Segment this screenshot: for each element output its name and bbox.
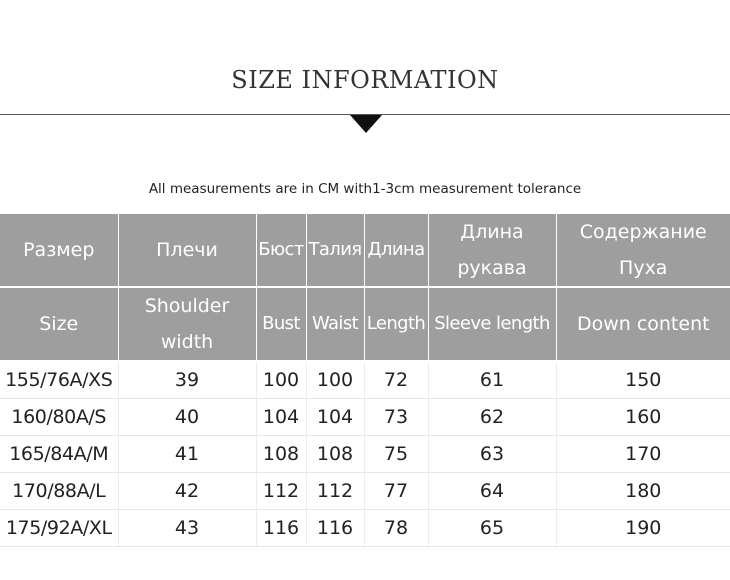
header-cell: Длина bbox=[364, 214, 428, 287]
table-cell: 73 bbox=[364, 399, 428, 436]
table-cell: 39 bbox=[118, 361, 256, 399]
header-cell: Талия bbox=[306, 214, 364, 287]
table-cell: 180 bbox=[556, 473, 730, 510]
size-cell: 160/80A/S bbox=[0, 399, 118, 436]
table-cell: 112 bbox=[256, 473, 306, 510]
table-cell: 116 bbox=[306, 510, 364, 547]
table-row bbox=[0, 361, 730, 399]
header-cell: Бюст bbox=[256, 214, 306, 287]
table-cell: 78 bbox=[364, 510, 428, 547]
table-cell: 170 bbox=[556, 436, 730, 473]
table-cell: 63 bbox=[428, 436, 556, 473]
size-cell: 155/76A/XS bbox=[0, 361, 118, 399]
table-cell: 116 bbox=[256, 510, 306, 547]
table-cell: 100 bbox=[306, 361, 364, 399]
table-cell: 62 bbox=[428, 399, 556, 436]
table-row bbox=[0, 399, 730, 436]
header-cell: Содержание Пуха bbox=[556, 214, 730, 287]
header-cell: Waist bbox=[306, 287, 364, 361]
table-cell: 61 bbox=[428, 361, 556, 399]
size-cell: 165/84A/M bbox=[0, 436, 118, 473]
table-cell: 75 bbox=[364, 436, 428, 473]
table-cell: 112 bbox=[306, 473, 364, 510]
size-cell: 170/88A/L bbox=[0, 473, 118, 510]
table-row bbox=[0, 436, 730, 473]
header-cell: Down content bbox=[556, 287, 730, 361]
table-cell: 108 bbox=[306, 436, 364, 473]
table-cell: 41 bbox=[118, 436, 256, 473]
table-cell: 100 bbox=[256, 361, 306, 399]
header-row-russian bbox=[0, 214, 730, 287]
measurement-note: All measurements are in CM with1-3cm measurement tolerance bbox=[148, 181, 582, 197]
page-title: SIZE INFORMATION bbox=[231, 66, 499, 94]
header-cell: Shoulder width bbox=[118, 287, 256, 361]
down-triangle-icon bbox=[350, 115, 382, 133]
table-cell: 190 bbox=[556, 510, 730, 547]
size-cell: 175/92A/XL bbox=[0, 510, 118, 547]
table-cell: 42 bbox=[118, 473, 256, 510]
table-row bbox=[0, 473, 730, 510]
table-cell: 65 bbox=[428, 510, 556, 547]
table-cell: 160 bbox=[556, 399, 730, 436]
table-cell: 104 bbox=[306, 399, 364, 436]
table-cell: 108 bbox=[256, 436, 306, 473]
header-cell: Size bbox=[0, 287, 118, 361]
header-cell: Length bbox=[364, 287, 428, 361]
header-cell: Bust bbox=[256, 287, 306, 361]
table-cell: 77 bbox=[364, 473, 428, 510]
table-row bbox=[0, 510, 730, 547]
table-cell: 43 bbox=[118, 510, 256, 547]
table-cell: 150 bbox=[556, 361, 730, 399]
table-cell: 72 bbox=[364, 361, 428, 399]
table-cell: 104 bbox=[256, 399, 306, 436]
header-cell: Длина рукава bbox=[428, 214, 556, 287]
table-cell: 64 bbox=[428, 473, 556, 510]
table-cell: 40 bbox=[118, 399, 256, 436]
header-cell: Sleeve length bbox=[428, 287, 556, 361]
size-table bbox=[0, 214, 730, 547]
header-cell: Размер bbox=[0, 214, 118, 287]
header-row-english bbox=[0, 287, 730, 361]
header-cell: Плечи bbox=[118, 214, 256, 287]
